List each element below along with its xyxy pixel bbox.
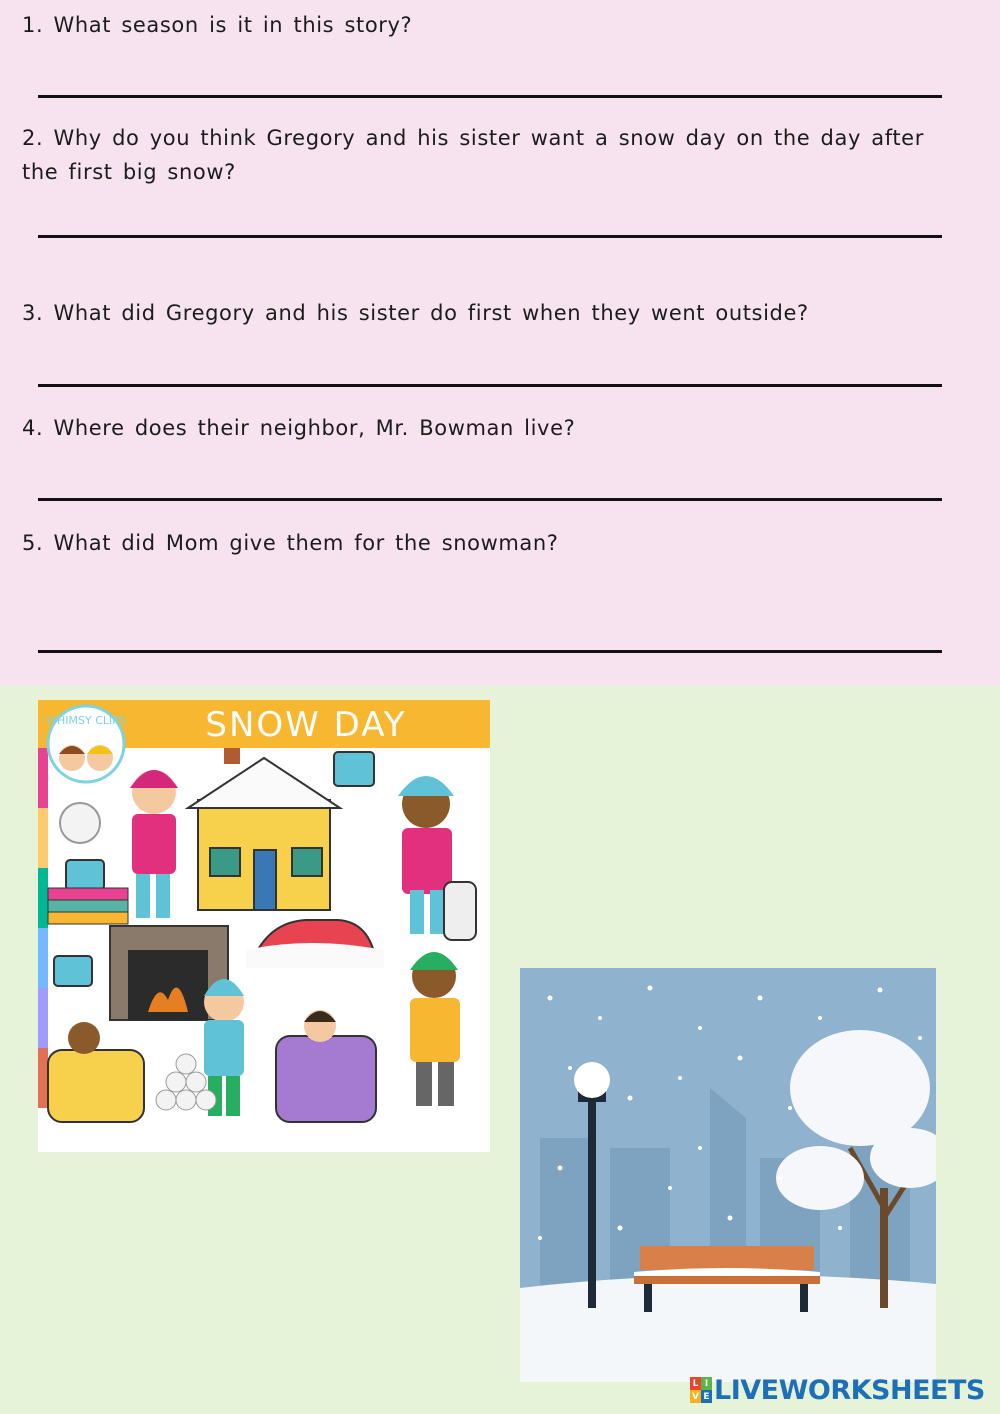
answer-field-1[interactable] <box>38 64 946 96</box>
answer-line-5 <box>38 650 942 653</box>
answer-field-3[interactable] <box>38 353 946 385</box>
answer-field-4[interactable] <box>38 467 946 499</box>
winter-park-illustration <box>520 968 936 1382</box>
clipart-brand: WHIMSY CLIPS <box>46 714 126 727</box>
answer-line-3 <box>38 384 942 387</box>
liveworksheets-logo-text: LIVEWORKSHEETS <box>714 1374 985 1406</box>
liveworksheets-logo-icon: L I V E <box>690 1377 712 1403</box>
question-5: 5. What did Mom give them for the snowman? <box>22 531 559 555</box>
clipart-title: SNOW DAY <box>205 705 407 745</box>
question-2: 2. Why do you think Gregory and his sister want a snow day on the day after the first big snow? <box>22 126 924 184</box>
answer-line-2 <box>38 235 942 238</box>
snow-day-clipart <box>38 700 490 1152</box>
questions-panel <box>0 0 1000 685</box>
answer-line-1 <box>38 95 942 98</box>
answer-field-2[interactable] <box>38 204 946 236</box>
question-4: 4. Where does their neighbor, Mr. Bowman live? <box>22 416 576 440</box>
answer-line-4 <box>38 498 942 501</box>
question-1: 1. What season is it in this story? <box>22 13 413 37</box>
question-3: 3. What did Gregory and his sister do first when they went outside? <box>22 301 809 325</box>
liveworksheets-logo[interactable] <box>690 1371 985 1409</box>
answer-field-5[interactable] <box>38 619 946 651</box>
